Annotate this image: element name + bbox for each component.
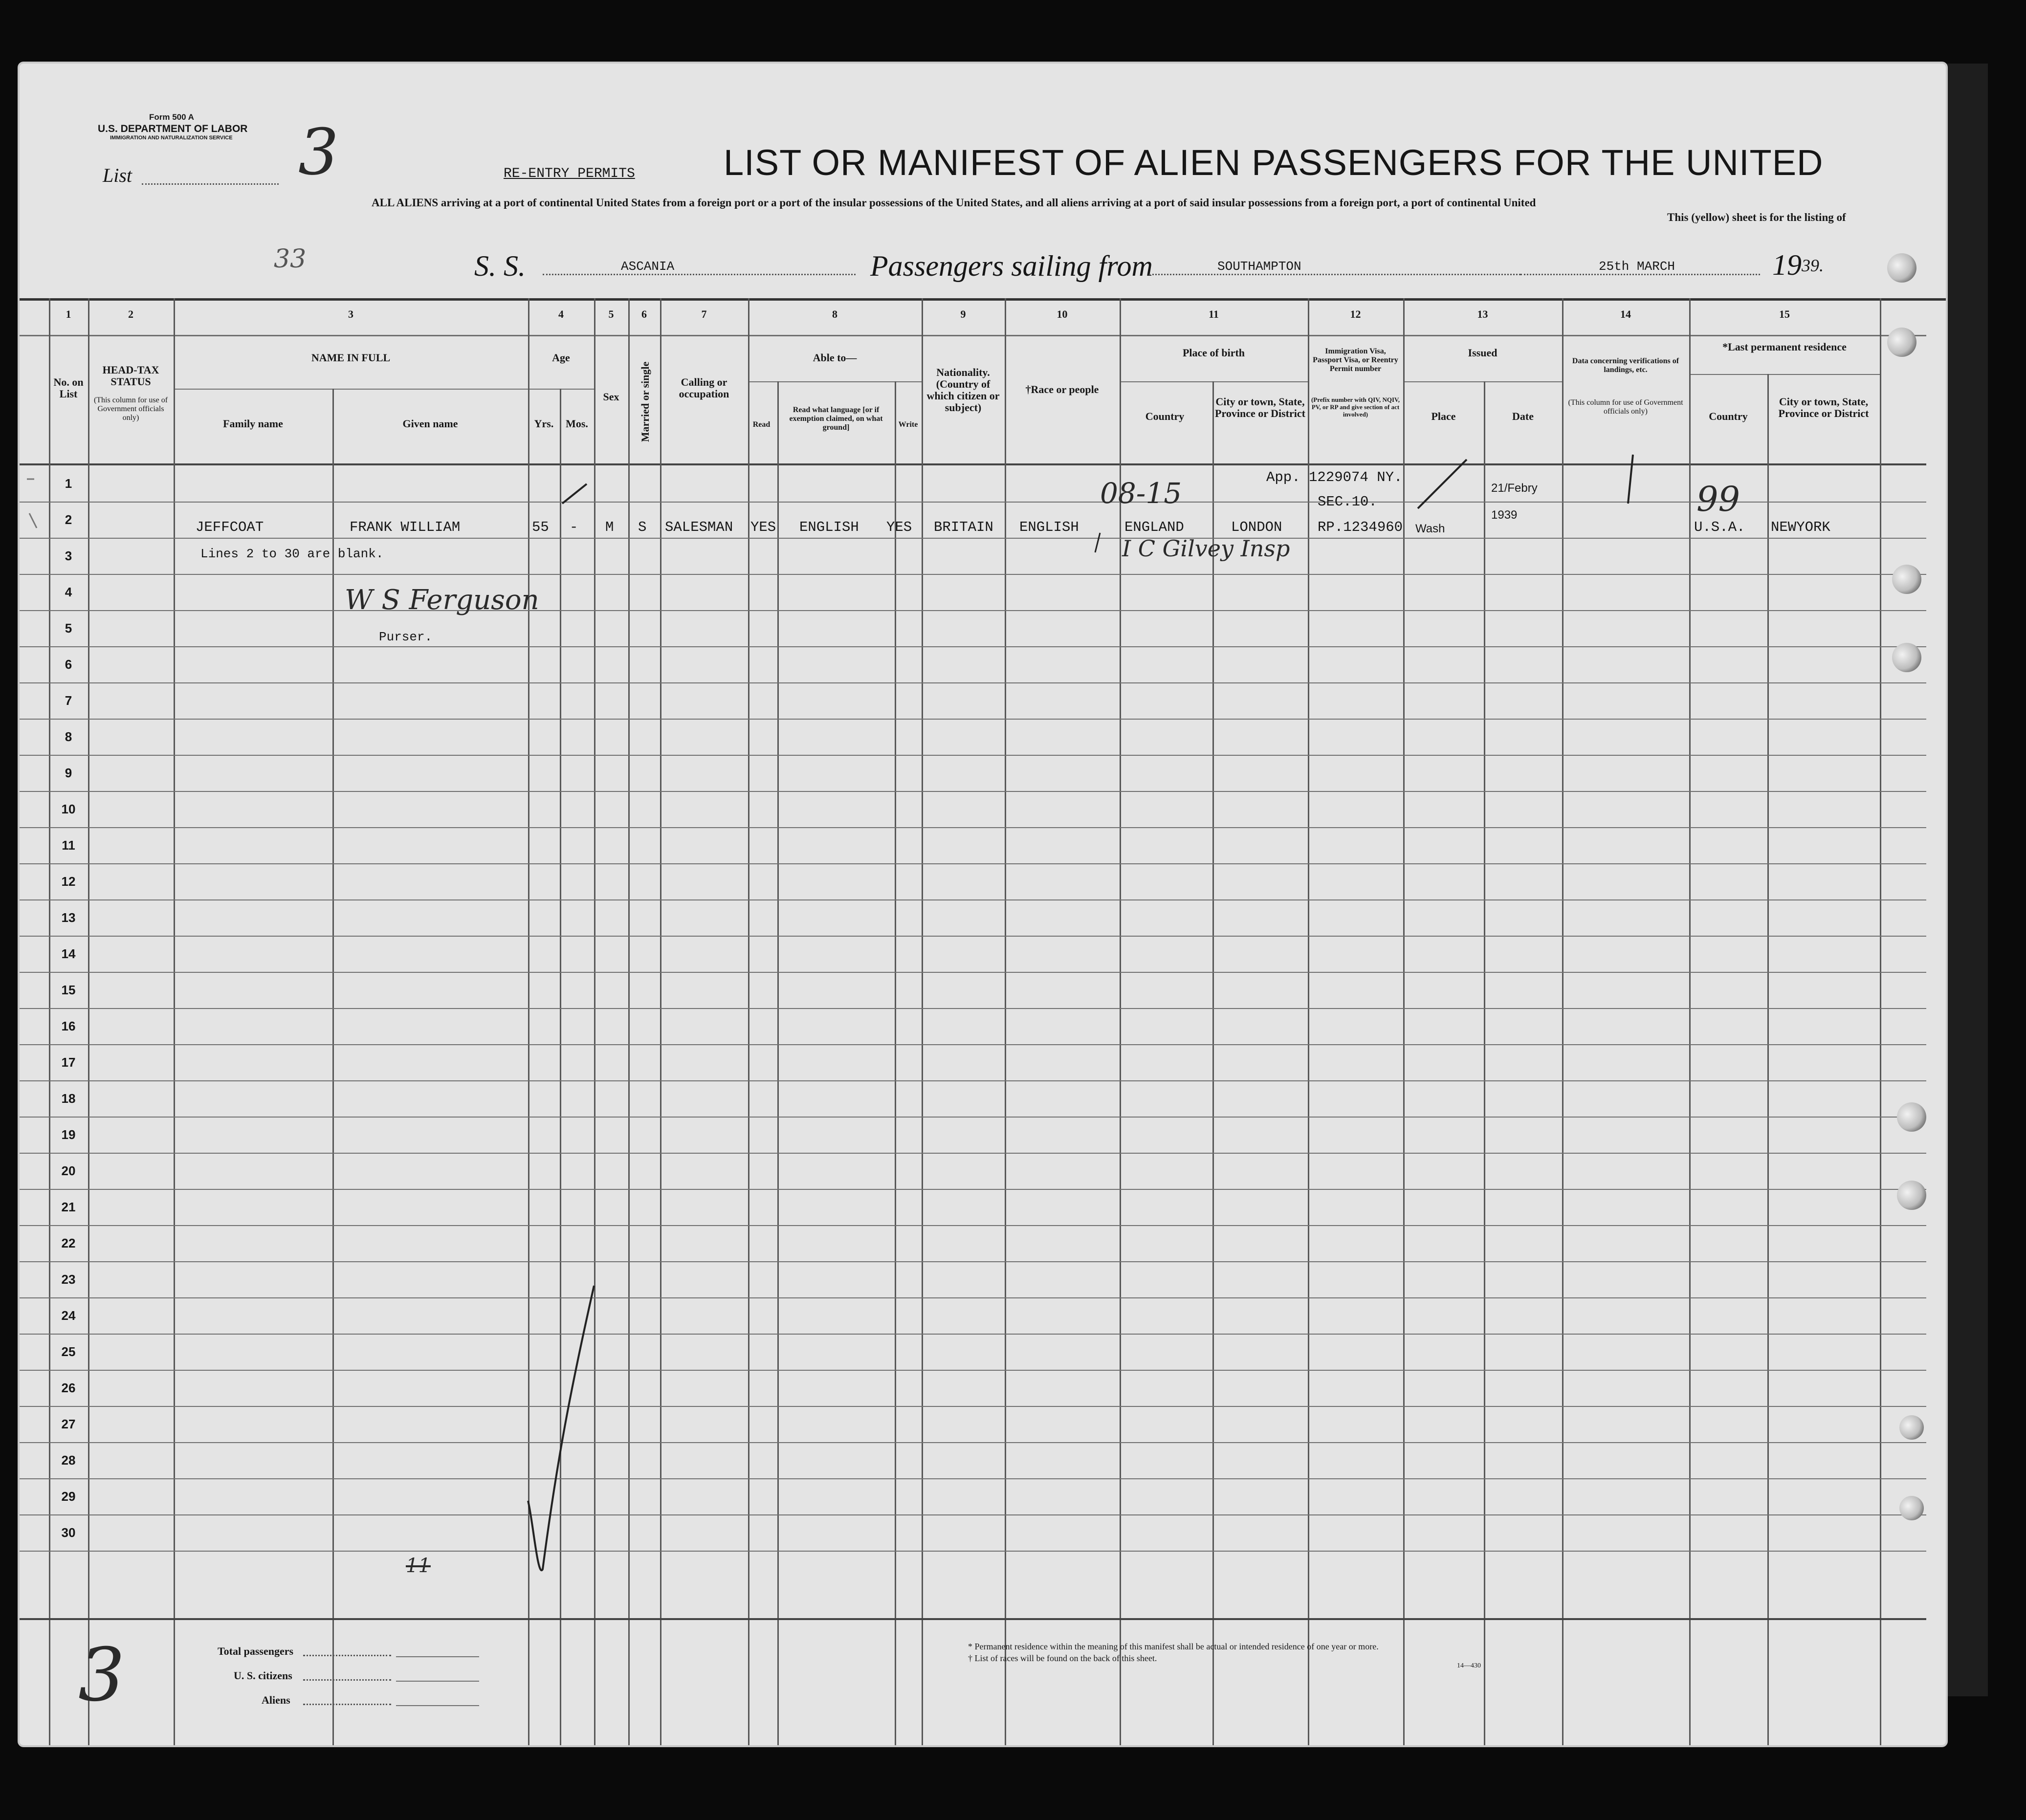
passenger-given-name: FRANK WILLIAM [350, 519, 461, 535]
department: U.S. DEPARTMENT OF LABOR [98, 123, 248, 134]
row-number: 11 [62, 838, 75, 853]
passenger-read: YES [750, 519, 776, 535]
birth-country-header: Country [1145, 410, 1185, 422]
handwritten-99: 99 [1696, 479, 1740, 519]
passenger-residence-city: NEWYORK [1771, 519, 1830, 535]
row-number: 16 [61, 1019, 76, 1033]
handwritten-inspector: I C Gilvey Insp [1122, 535, 1290, 562]
purser-label: Purser. [379, 630, 433, 644]
passenger-sex: M [605, 519, 614, 535]
passenger-age-mos: - [570, 519, 578, 535]
row-number: 10 [61, 802, 76, 816]
long-check-stroke [528, 1286, 594, 1570]
handwritten-code: 08-15 [1100, 477, 1182, 510]
passenger-visa-line3: RP.1234960 [1318, 519, 1403, 535]
place-of-birth-header: Place of birth [1182, 347, 1245, 359]
tick-data [1628, 455, 1633, 504]
row-number: 1 [65, 476, 72, 491]
col-num-11: 11 [1209, 308, 1219, 320]
us-citizens-label: U. S. citizens [234, 1669, 292, 1682]
row-number: 17 [61, 1055, 76, 1070]
name-in-full-header: NAME IN FULL [311, 351, 391, 364]
married-header: Married or single [639, 361, 651, 442]
row-number: 29 [61, 1489, 76, 1504]
footer-note-1: * Permanent residence within the meaning of this manifest shall be actual or intended residence of one year or more. [968, 1642, 1379, 1651]
subtitle-line1: ALL ALIENS arriving at a port of continental United States from a foreign port or a port of the insular possessions of the United States, and all aliens arriving at a port of said insular possessions from a foreign port, a port of continental United [372, 197, 1536, 209]
punch-hole-5 [1897, 1102, 1926, 1132]
row-number: 25 [61, 1344, 76, 1359]
ss-label: S. S. [474, 250, 526, 282]
tick-birth [1095, 533, 1100, 552]
passenger-issued-place: Wash [1415, 522, 1445, 535]
us-citizens-line [396, 1681, 479, 1682]
us-citizens-dots [303, 1679, 391, 1681]
issued-place-header: Place [1431, 410, 1456, 422]
last-residence-header: *Last permanent residence [1722, 341, 1847, 353]
passenger-occupation: SALESMAN [665, 519, 733, 535]
row-number: 13 [61, 910, 76, 925]
col-num-6: 6 [641, 308, 647, 320]
yrs-header: Yrs. [534, 417, 554, 430]
row-number: 15 [61, 983, 76, 997]
col-num-1: 1 [66, 308, 71, 320]
race-header: †Race or people [1025, 383, 1099, 395]
passenger-visa-line1: App. 1229074 NY. [1266, 469, 1403, 485]
row-number: 28 [61, 1453, 76, 1468]
manifest-title: LIST OR MANIFEST OF ALIEN PASSENGERS FOR THE UNITED [724, 142, 1824, 183]
passenger-language: ENGLISH [799, 519, 859, 535]
col-num-4: 4 [558, 308, 564, 320]
nationality-header: Nationality. (Country of which citizen or subject) [926, 366, 1000, 414]
total-passengers-dots [303, 1655, 391, 1656]
issued-date-header: Date [1512, 410, 1534, 422]
mos-header: Mos. [566, 417, 588, 430]
page-mark: 33 [274, 244, 307, 274]
row-number: 23 [61, 1272, 76, 1287]
row-number: 24 [61, 1308, 76, 1323]
passenger-visa-line2: SEC.10. [1318, 494, 1377, 510]
passenger-nationality: BRITAIN [934, 519, 993, 535]
punch-hole-6 [1897, 1181, 1926, 1210]
row-number: 8 [65, 729, 72, 744]
visa-header: Immigration Visa, Passport Visa, or Reentry Permit number [1313, 347, 1398, 373]
punch-hole-2 [1887, 328, 1916, 357]
row-number: 14 [61, 946, 76, 961]
row-number: 26 [61, 1381, 76, 1395]
row-number: 7 [65, 693, 72, 708]
row-number: 2 [65, 512, 72, 527]
footer-note-2: † List of races will be found on the back of this sheet. [968, 1653, 1157, 1663]
purser-signature: W S Ferguson [345, 584, 539, 616]
issued-header: Issued [1468, 347, 1497, 359]
row-number: 5 [65, 621, 72, 636]
row-number: 6 [65, 657, 72, 672]
row-number: 9 [65, 766, 72, 780]
passenger-issued-date-line1: 21/Febry [1491, 482, 1538, 495]
row-number: 18 [61, 1091, 76, 1106]
age-header: Age [552, 351, 570, 364]
manifest-sheet [20, 64, 1946, 1745]
sex-header: Sex [603, 391, 619, 403]
head-tax-header: HEAD-TAX STATUS [102, 364, 159, 388]
punch-hole-3 [1892, 565, 1921, 594]
handwritten-strokes [20, 64, 1946, 1745]
residence-country-header: Country [1709, 410, 1748, 422]
punch-hole-4 [1892, 643, 1921, 672]
col-num-14: 14 [1620, 308, 1631, 320]
calling-header: Calling or occupation [679, 376, 729, 400]
no-on-list-header: No. on List [53, 376, 84, 400]
passenger-birth-city: LONDON [1231, 519, 1282, 535]
margin-mark: 3 [78, 1633, 125, 1718]
list-number: 3 [298, 115, 339, 189]
col-num-2: 2 [128, 308, 133, 320]
row-number: 21 [61, 1200, 76, 1214]
col-num-12: 12 [1350, 308, 1361, 320]
date: 25th MARCH [1599, 259, 1675, 274]
passenger-birth-country: ENGLAND [1124, 519, 1184, 535]
permit-type: RE-ENTRY PERMITS [504, 166, 635, 181]
read-header: Read [752, 420, 771, 429]
residence-city-header: City or town, State, Province or District [1778, 395, 1869, 419]
total-passengers-line [396, 1656, 479, 1657]
subtitle-line2: This (yellow) sheet is for the listing of [1667, 211, 1846, 223]
tick-issued [1418, 460, 1467, 508]
service: IMMIGRATION AND NATURALIZATION SERVICE [110, 135, 233, 141]
total-passengers-label: Total passengers [218, 1645, 294, 1657]
row-number: 19 [61, 1127, 76, 1142]
margin-scribble [27, 479, 37, 528]
passenger-issued-date-line2: 1939 [1491, 508, 1518, 522]
footer-border [20, 1618, 1926, 1620]
head-tax-note: (This column for use of Government officials only) [93, 396, 168, 422]
row-number: 4 [65, 585, 72, 599]
row-number: 20 [61, 1163, 76, 1178]
able-to-header: Able to— [813, 351, 857, 364]
row-number: 22 [61, 1236, 76, 1250]
punch-hole-7 [1899, 1415, 1924, 1440]
aliens-label: Aliens [262, 1694, 290, 1706]
family-name-header: Family name [223, 417, 283, 430]
passenger-race: ENGLISH [1019, 519, 1079, 535]
col-num-15: 15 [1779, 308, 1790, 320]
given-name-header: Given name [402, 417, 458, 430]
year-suffix: 39. [1802, 256, 1824, 275]
row-number: 30 [61, 1525, 76, 1540]
passenger-age-yrs: 55 [532, 519, 549, 535]
sailing-label: Passengers sailing from [870, 250, 1153, 282]
col-num-8: 8 [832, 308, 837, 320]
passenger-write: YES [886, 519, 912, 535]
col-num-9: 9 [960, 308, 966, 320]
passenger-residence-country: U.S.A. [1694, 519, 1745, 535]
col-num-5: 5 [608, 308, 614, 320]
punch-hole-8 [1899, 1496, 1924, 1520]
col-num-10: 10 [1057, 308, 1068, 320]
col-num-13: 13 [1477, 308, 1488, 320]
read-language-header: Read what language [or if exemption claimed, on what ground] [789, 406, 883, 432]
footer-form-code: 14—430 [1457, 1662, 1481, 1669]
aliens-line [396, 1705, 479, 1706]
col-num-7: 7 [701, 308, 707, 320]
write-header: Write [898, 420, 918, 429]
birth-city-header: City or town, State, Province or District [1215, 395, 1305, 419]
passenger-family-name: JEFFCOAT [196, 519, 264, 535]
visa-note: (Prefix number with QIV, NQIV, PV, or RP and give section of act involved) [1311, 396, 1400, 418]
col-num-3: 3 [348, 308, 353, 320]
blank-lines-note: Lines 2 to 30 are blank. [200, 547, 384, 561]
list-label: List [103, 164, 132, 186]
tally-mark: 11 [406, 1555, 431, 1577]
data-concerning-header: Data concerning verifications of landings, etc. [1572, 357, 1679, 374]
ship-name: ASCANIA [621, 259, 675, 274]
aliens-dots [303, 1704, 391, 1705]
row-number: 12 [61, 874, 76, 889]
data-concerning-note: (This column for use of Government officials only) [1568, 398, 1683, 416]
row-number: 3 [65, 548, 72, 563]
punch-hole-1 [1887, 253, 1916, 283]
form-number: Form 500 A [149, 112, 194, 122]
port: SOUTHAMPTON [1217, 259, 1301, 274]
row-number: 27 [61, 1417, 76, 1431]
year-prefix: 19 [1772, 249, 1802, 281]
passenger-marital: S [638, 519, 647, 535]
tick-age [562, 484, 587, 504]
